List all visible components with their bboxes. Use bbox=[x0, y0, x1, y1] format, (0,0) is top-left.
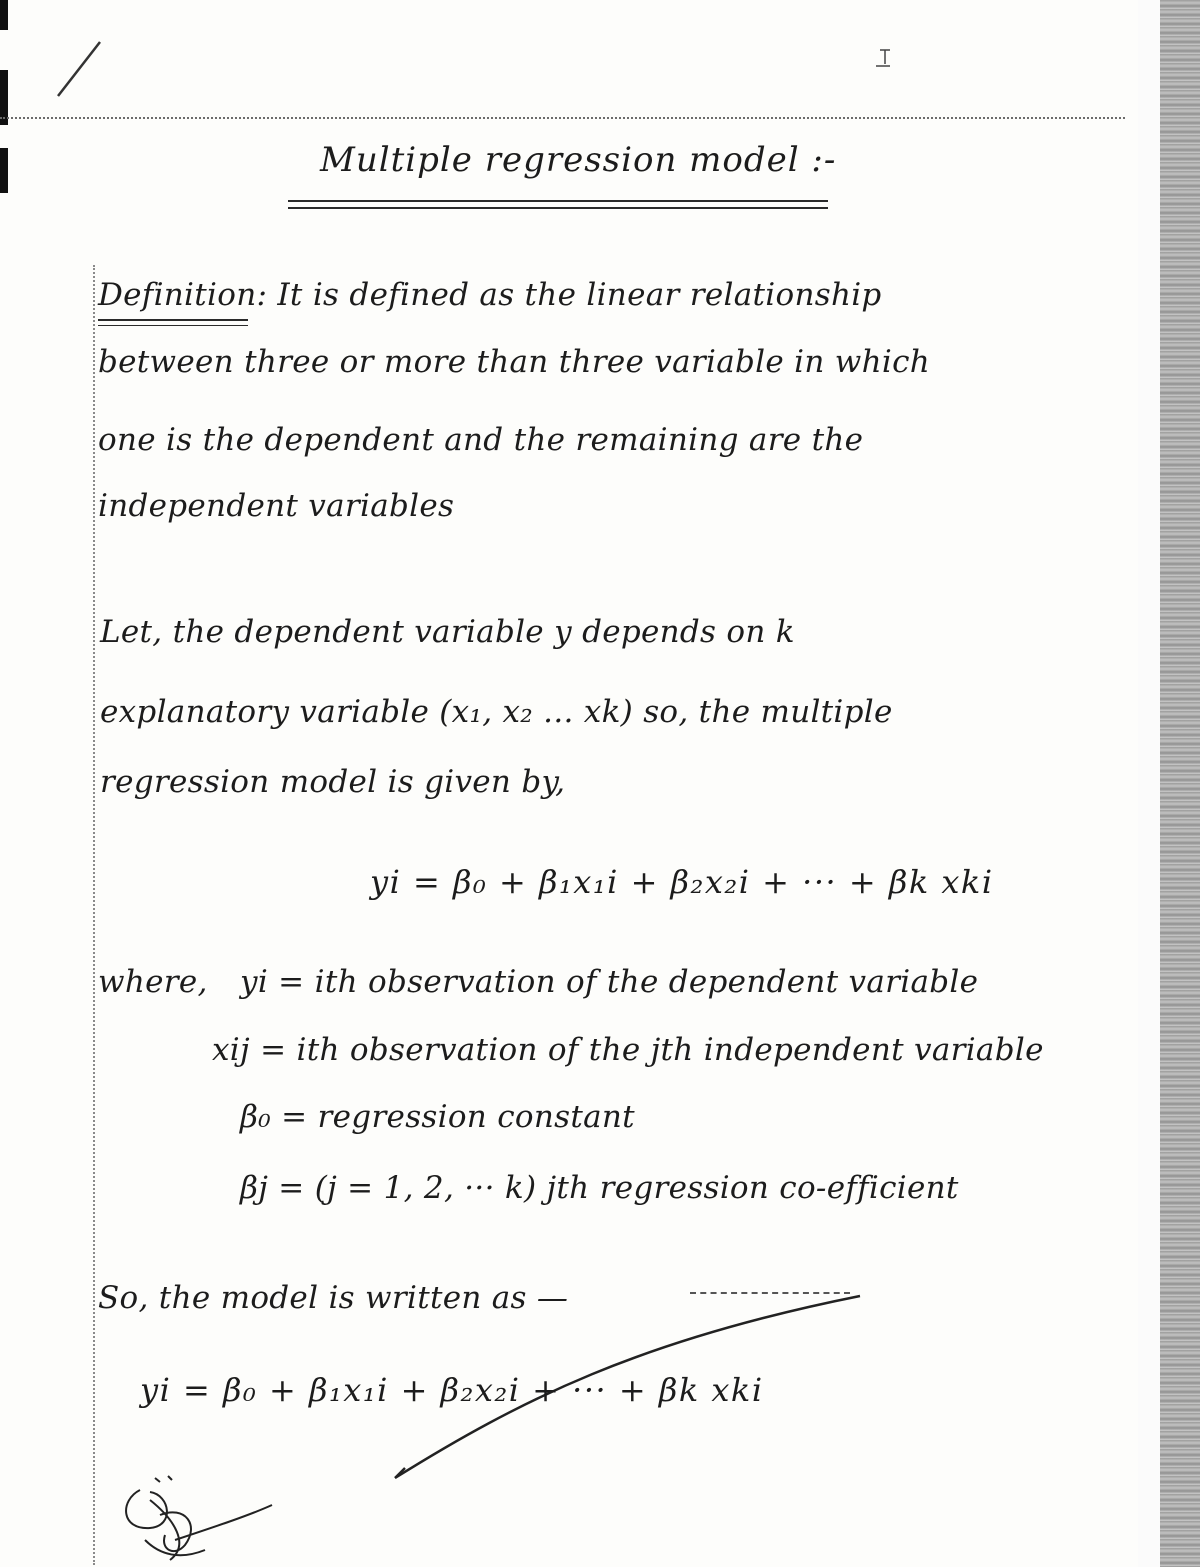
signature-icon bbox=[126, 1476, 272, 1560]
conclusion-dashes bbox=[690, 1292, 850, 1294]
page-mark-stroke bbox=[876, 50, 890, 66]
definition-line-1 bbox=[98, 275, 882, 315]
where-label: where, bbox=[98, 964, 208, 1000]
definition-underline bbox=[98, 319, 248, 326]
definition-text: It is defined as the linear relationship bbox=[267, 277, 882, 313]
definition-line-2: between three or more than three variable in which bbox=[98, 344, 931, 380]
setup-line-3: regression model is given by, bbox=[100, 764, 566, 800]
definition-separator: : bbox=[256, 277, 268, 313]
where-item-yi: yi = ith observation of the dependent variable bbox=[240, 964, 979, 1000]
title-underline bbox=[288, 200, 828, 209]
where-item-betaj: βj = (j = 1, 2, ··· k) jth regression co-efficient bbox=[240, 1170, 959, 1206]
conclusion-equation: yi = β₀ + β₁x₁i + β₂x₂i + ··· + βk xki bbox=[140, 1371, 764, 1409]
where-item-beta0: β₀ = regression constant bbox=[240, 1099, 635, 1135]
definition-line-3: one is the dependent and the remaining are the bbox=[98, 422, 864, 458]
page-title: Multiple regression model :- bbox=[320, 140, 837, 180]
setup-line-1: Let, the dependent variable y depends on k bbox=[100, 614, 795, 650]
corner-slash-stroke bbox=[58, 42, 100, 96]
definition-line-4: independent variables bbox=[98, 488, 455, 524]
model-equation: yi = β₀ + β₁x₁i + β₂x₂i + ··· + βk xki bbox=[370, 863, 994, 901]
conclusion-text: So, the model is written as — bbox=[98, 1280, 569, 1316]
where-item-xij: xij = ith observation of the jth independent variable bbox=[212, 1032, 1044, 1068]
definition-label: Definition bbox=[98, 277, 257, 313]
setup-line-2: explanatory variable (x₁, x₂ ... xk) so, the multiple bbox=[100, 694, 893, 730]
